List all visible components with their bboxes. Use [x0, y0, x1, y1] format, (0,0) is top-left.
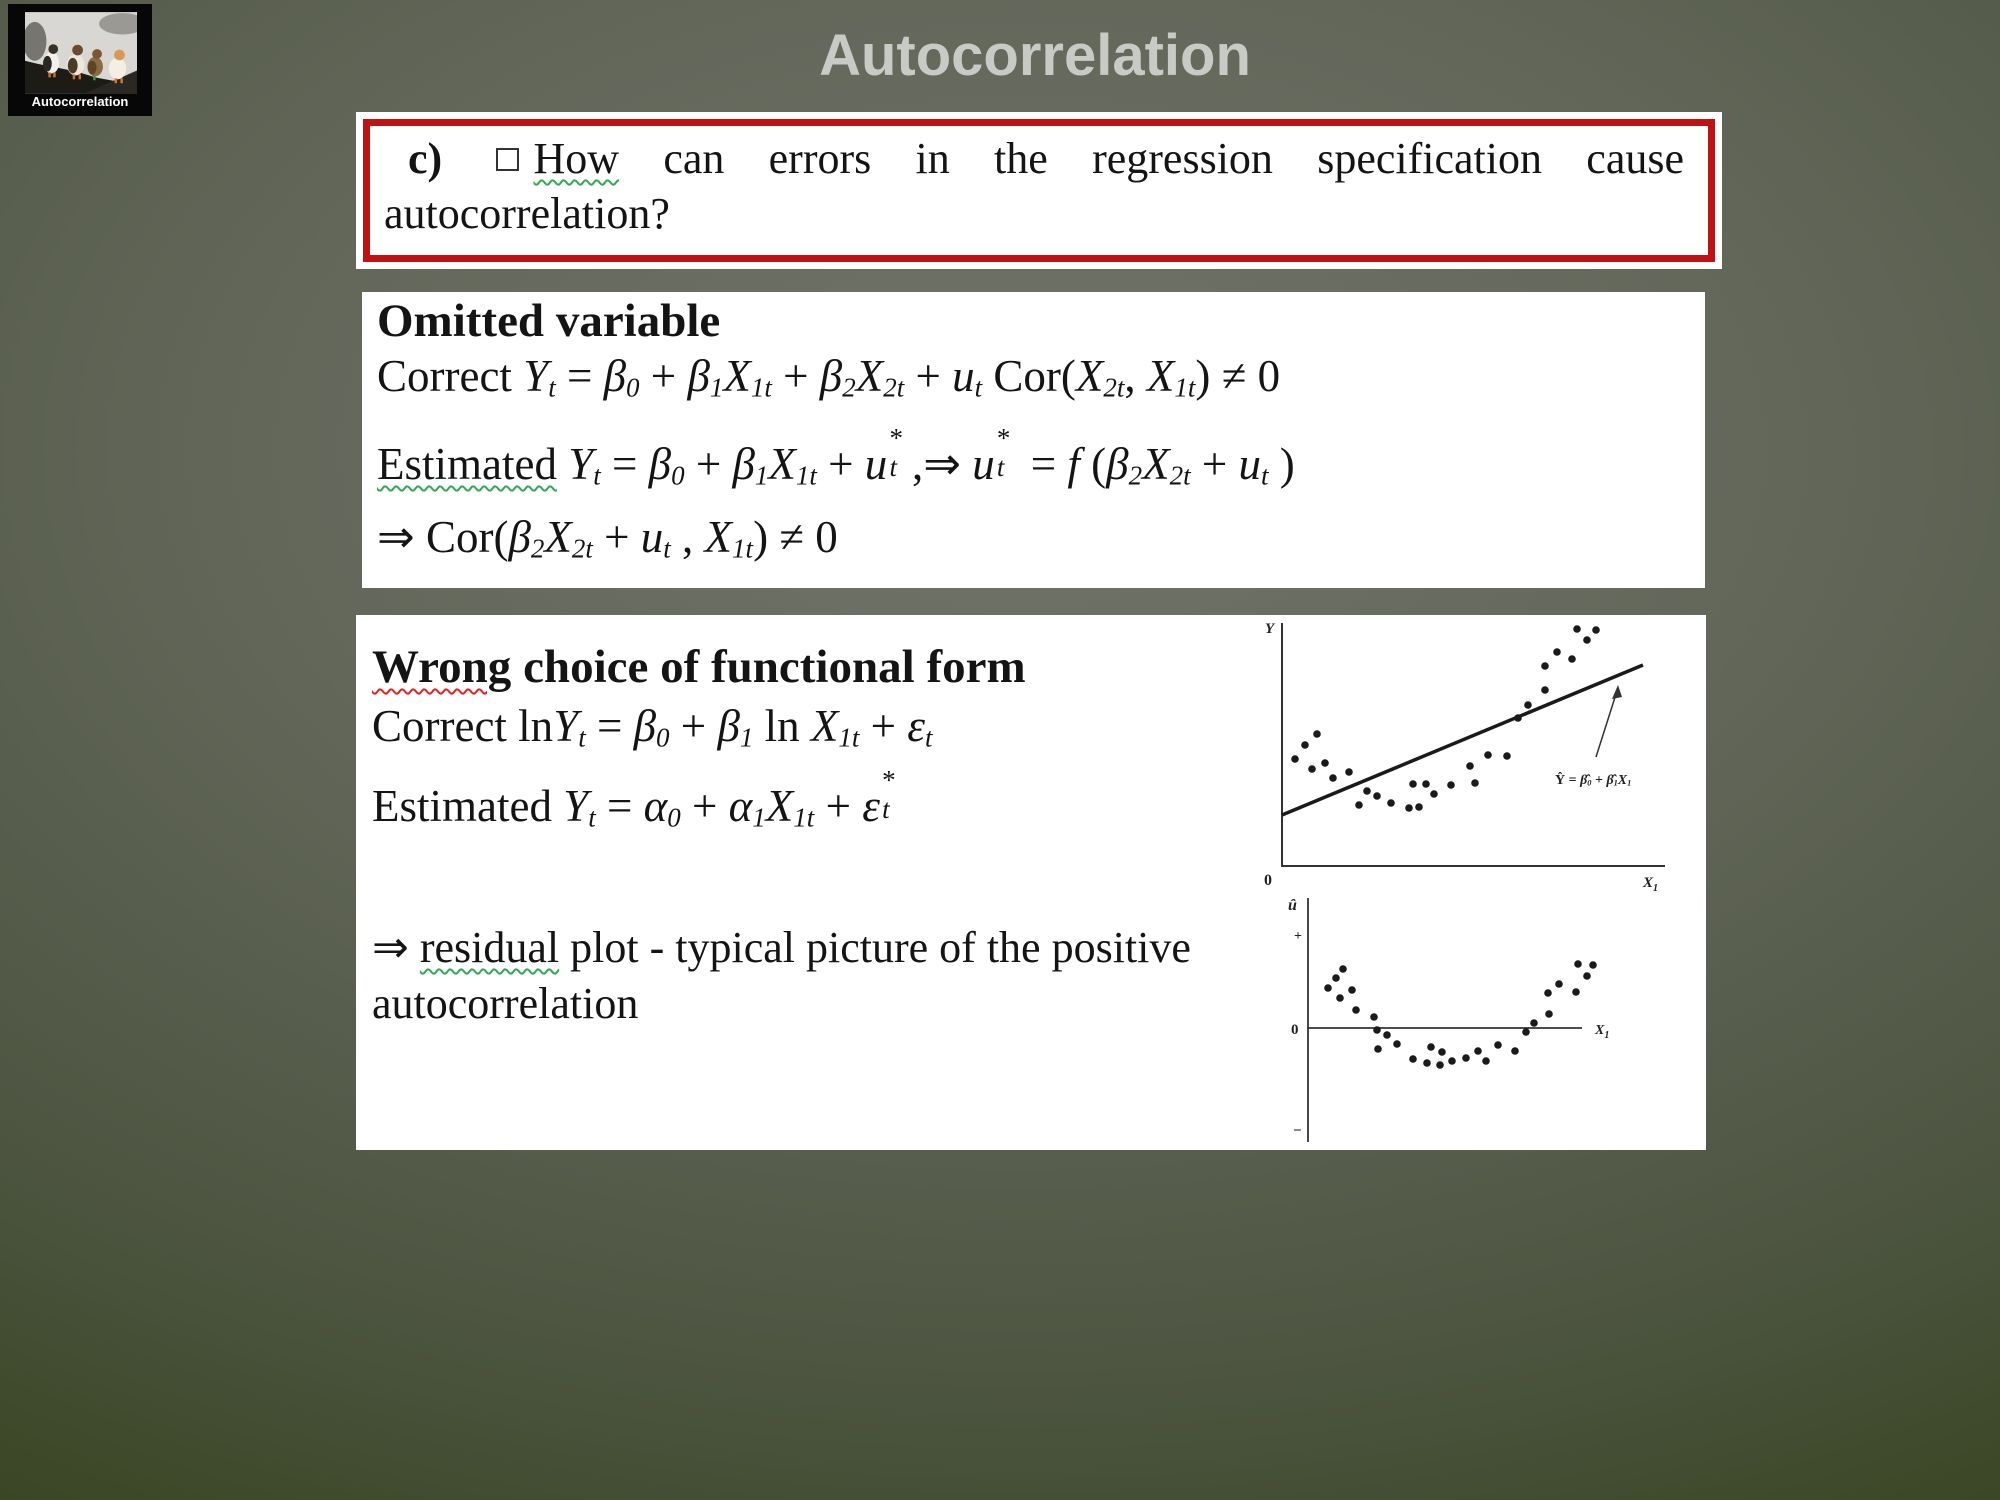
- question-box-border: [363, 119, 1715, 262]
- zero-label: 0: [1291, 1022, 1299, 1038]
- slide-thumbnail: [8, 4, 152, 116]
- residual-plot: [1280, 890, 1660, 1142]
- residual-plot-note: ⇒ residual plot - typical picture of the positive autocorrelation: [372, 923, 1191, 1028]
- formula-correct-log-model: Correct lnYt = β0 + β1 ln X1t + εt: [372, 701, 933, 753]
- question-text: c) How can errors in the regression specification cause autocorrelation?: [384, 134, 1684, 238]
- ducks-photo: [25, 12, 137, 94]
- fitted-line-annotation: Ŷ = β̂0 + β̂1X1: [1555, 773, 1632, 788]
- thumbnail-caption: Autocorrelation: [31, 94, 129, 109]
- y-axis-label: û: [1288, 897, 1297, 914]
- formula-correct-model: Correct Yt = β0 + β1X1t + β2X2t + ut Cor(X2t, X1t) ≠ 0: [377, 351, 1281, 403]
- x-axis-label: $X_1$: [1595, 1023, 1610, 1041]
- annotation-arrow: [1596, 691, 1617, 757]
- formula-estimated-linear-model: Estimated Yt = α0 + α1X1t + ε * t: [372, 764, 896, 833]
- x-axis-label: $X_1$: [1643, 875, 1659, 894]
- formula-estimated-model: Estimated Yt = β0 + β1X1t + u * t ,⇒ u * t = f (β2X2t + ut ): [377, 422, 1295, 491]
- scatter-points: [1324, 960, 1597, 1069]
- plus-label: +: [1294, 929, 1302, 944]
- annotation-arrowhead: [1612, 685, 1622, 699]
- origin-label: 0: [1264, 872, 1272, 889]
- wrong-functional-form-box: [356, 615, 1706, 1150]
- omitted-variable-heading: Omitted variable: [377, 295, 721, 347]
- minus-label: −: [1293, 1123, 1302, 1139]
- wrong-form-heading: Wrong choice of functional form: [372, 641, 1026, 693]
- omitted-variable-box: [362, 292, 1705, 588]
- y-axis-label: Y: [1265, 621, 1275, 637]
- slide-title: Autocorrelation: [819, 23, 1251, 88]
- formula-implied-correlation: ⇒ Cor(β2X2t + ut , X1t) ≠ 0: [377, 512, 838, 564]
- question-box: [356, 112, 1722, 269]
- fitted-line-scatter-plot: [1250, 617, 1702, 895]
